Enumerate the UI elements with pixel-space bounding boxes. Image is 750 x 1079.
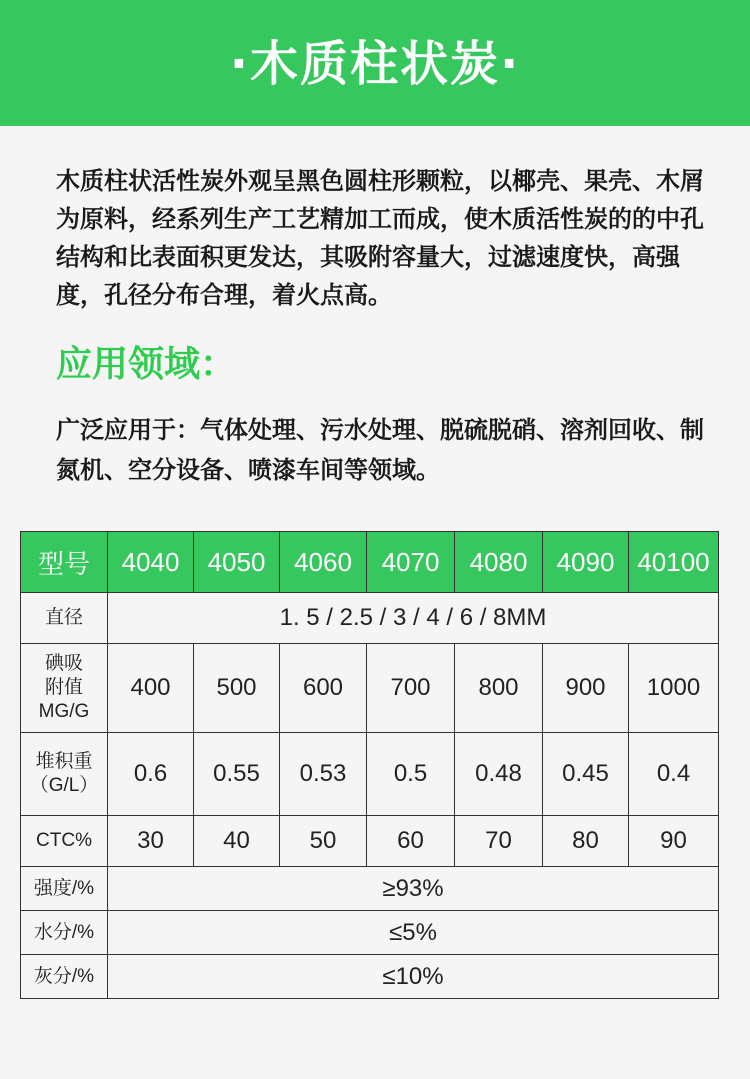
row-label-diameter: 直径 xyxy=(21,593,108,644)
table-row-strength xyxy=(21,867,719,911)
table-row-moisture xyxy=(21,911,719,955)
applications-text: 广泛应用于：气体处理、污水处理、脱硫脱硝、溶剂回收、制氮机、空分设备、喷漆车间等领域。 xyxy=(56,416,704,484)
table-cell: 0.48 xyxy=(455,733,543,816)
table-cell: 0.4 xyxy=(629,733,719,816)
table-cell: 500 xyxy=(194,644,280,733)
table-cell: 400 xyxy=(108,644,194,733)
product-description: 木质柱状活性炭外观呈黑色圆柱形颗粒，以椰壳、果壳、木屑为原料，经系列生产工艺精加工而成，使木质活性炭的的中孔结构和比表面积更发达，其吸附容量大，过滤速度快，高强度，孔径分布合理，着火点高。 xyxy=(56,167,704,309)
row-label-line: 附值 xyxy=(44,677,83,698)
table-cell: 900 xyxy=(543,644,629,733)
strength-value: ≥93% xyxy=(108,867,719,911)
row-label-line: 堆积重 xyxy=(35,751,93,772)
title-banner xyxy=(0,0,750,126)
row-label-line: MG/G xyxy=(38,701,90,722)
page-title: ·木质柱状炭· xyxy=(229,35,521,92)
applications-heading: 应用领域： xyxy=(56,344,237,385)
header-model: 4040 xyxy=(108,532,194,593)
table-cell: 0.6 xyxy=(108,733,194,816)
diameter-value: 1. 5 / 2.5 / 3 / 4 / 6 / 8MM xyxy=(108,593,719,644)
table-row-diameter xyxy=(21,593,719,644)
row-label-line: 碘吸 xyxy=(44,653,83,674)
table-cell: 0.55 xyxy=(194,733,280,816)
table-cell: 90 xyxy=(629,816,719,867)
table-row-ctc xyxy=(21,816,719,867)
row-label-ash: 灰分/% xyxy=(21,955,108,999)
table-cell: 700 xyxy=(367,644,455,733)
table-cell: 30 xyxy=(108,816,194,867)
table-cell: 0.5 xyxy=(367,733,455,816)
table-cell: 600 xyxy=(280,644,367,733)
row-label-bulk-density xyxy=(21,733,108,816)
table-cell: 60 xyxy=(367,816,455,867)
header-model: 40100 xyxy=(629,532,719,593)
table-header-row xyxy=(21,532,719,593)
table-cell: 1000 xyxy=(629,644,719,733)
table-cell: 70 xyxy=(455,816,543,867)
header-model: 4050 xyxy=(194,532,280,593)
ash-value: ≤10% xyxy=(108,955,719,999)
row-label-line: （G/L） xyxy=(29,775,99,796)
table-cell: 40 xyxy=(194,816,280,867)
moisture-value: ≤5% xyxy=(108,911,719,955)
row-label-ctc: CTC% xyxy=(21,816,108,867)
table-row-iodine xyxy=(21,644,719,733)
header-model-label: 型号 xyxy=(21,532,108,593)
table-row-ash xyxy=(21,955,719,999)
table-cell: 0.45 xyxy=(543,733,629,816)
table-cell: 80 xyxy=(543,816,629,867)
header-model: 4080 xyxy=(455,532,543,593)
header-model: 4090 xyxy=(543,532,629,593)
header-model: 4060 xyxy=(280,532,367,593)
row-label-moisture: 水分/% xyxy=(21,911,108,955)
row-label-strength: 强度/% xyxy=(21,867,108,911)
row-label-iodine xyxy=(21,644,108,733)
table-cell: 0.53 xyxy=(280,733,367,816)
table-cell: 50 xyxy=(280,816,367,867)
header-model: 4070 xyxy=(367,532,455,593)
table-row-bulk-density xyxy=(21,733,719,816)
table-cell: 800 xyxy=(455,644,543,733)
spec-table xyxy=(20,531,719,999)
